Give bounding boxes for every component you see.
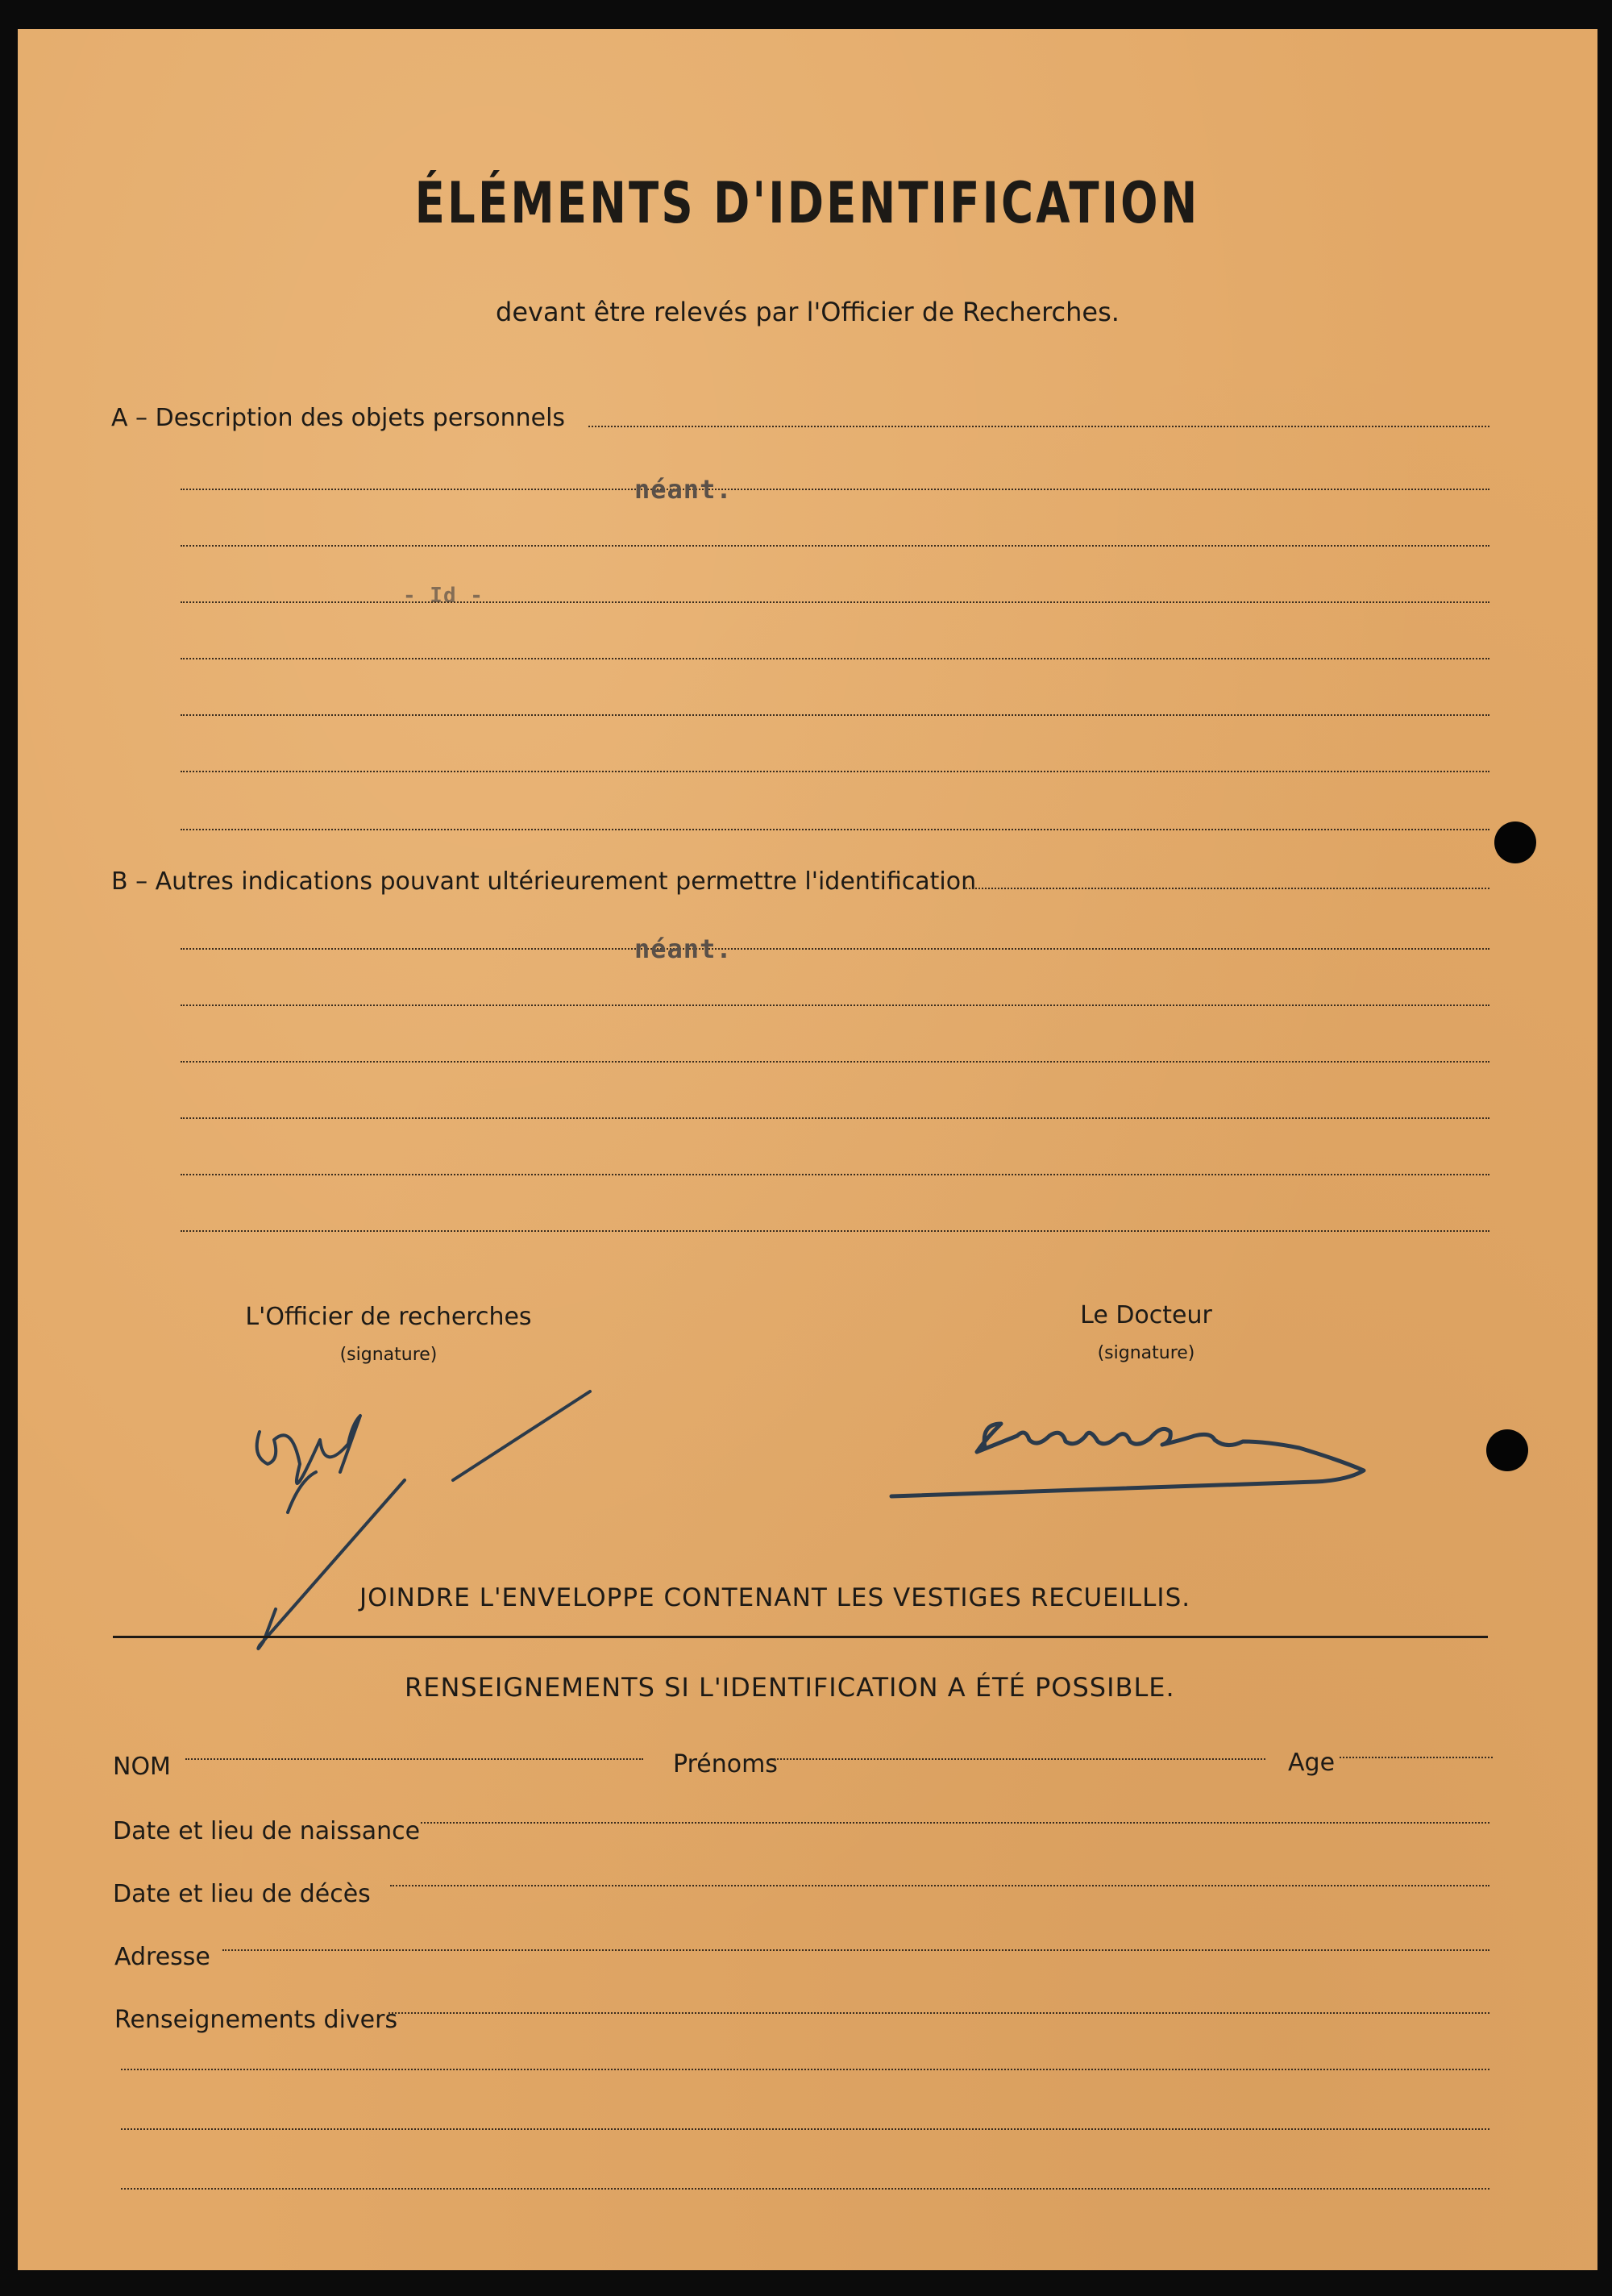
doctor-signature [864,1391,1412,1512]
section-a-line-8[interactable] [181,829,1489,830]
divers-field-line-3[interactable] [121,2128,1489,2130]
deces-label: Date et lieu de décès [113,1880,371,1908]
nom-field[interactable] [185,1758,643,1760]
adresse-label: Adresse [114,1943,210,1971]
punch-hole-bottom [1486,1429,1528,1471]
section-a-line-7[interactable] [181,771,1489,772]
divers-label: Renseignements divers [114,2006,398,2034]
age-field[interactable] [1340,1757,1493,1758]
section-b-line-4[interactable] [181,1061,1489,1063]
section-b-line-5[interactable] [181,1117,1489,1119]
doctor-signature-note: (signature) [1097,1343,1195,1363]
section-divider [113,1636,1488,1638]
identification-heading: RENSEIGNEMENTS SI L'IDENTIFICATION A ÉTÉ POSSIBLE. [405,1672,1175,1703]
divers-field-line-4[interactable] [121,2188,1489,2190]
section-b-line-7[interactable] [181,1230,1489,1232]
section-a-line-3[interactable] [181,545,1489,547]
deces-field[interactable] [390,1885,1489,1886]
nom-label: NOM [113,1753,171,1781]
punch-hole-top [1494,821,1536,863]
section-b-line-6[interactable] [181,1174,1489,1175]
divers-field-line-1[interactable] [388,2012,1489,2014]
section-a-line-4[interactable] [181,601,1489,603]
form-sheet [18,29,1597,2270]
section-b-line-2[interactable] [181,948,1489,950]
section-b-typed-value: néant. [634,934,733,964]
section-a-typed-value: néant. [634,474,733,505]
form-title: ÉLÉMENTS D'IDENTIFICATION [414,170,1200,236]
age-label: Age [1288,1749,1336,1777]
section-a-line-5[interactable] [181,658,1489,659]
section-a-line-6[interactable] [181,714,1489,716]
naissance-field[interactable] [421,1822,1489,1824]
prenoms-field[interactable] [774,1758,1265,1760]
section-a-label: A – Description des objets personnels [111,404,566,432]
section-b-label: B – Autres indications pouvant ultérieurement permettre l'identification [111,867,977,896]
adresse-field[interactable] [222,1949,1489,1951]
section-b-line-3[interactable] [181,1004,1489,1006]
divers-field-line-2[interactable] [121,2069,1489,2070]
section-b-line-1[interactable] [966,888,1489,889]
prenoms-label: Prénoms [673,1750,778,1778]
section-a-line-1[interactable] [588,426,1489,427]
officer-title: L'Officier de recherches [245,1303,532,1331]
section-a-typed-mark: - Id - [403,584,484,608]
section-a-line-2[interactable] [181,489,1489,490]
officer-signature-note: (signature) [339,1345,438,1365]
envelope-note: JOINDRE L'ENVELOPPE CONTENANT LES VESTIGES RECUEILLIS. [359,1583,1191,1612]
naissance-label: Date et lieu de naissance [113,1817,421,1845]
form-subtitle: devant être relevés par l'Officier de Recherches. [496,297,1120,327]
doctor-title: Le Docteur [1080,1301,1212,1329]
